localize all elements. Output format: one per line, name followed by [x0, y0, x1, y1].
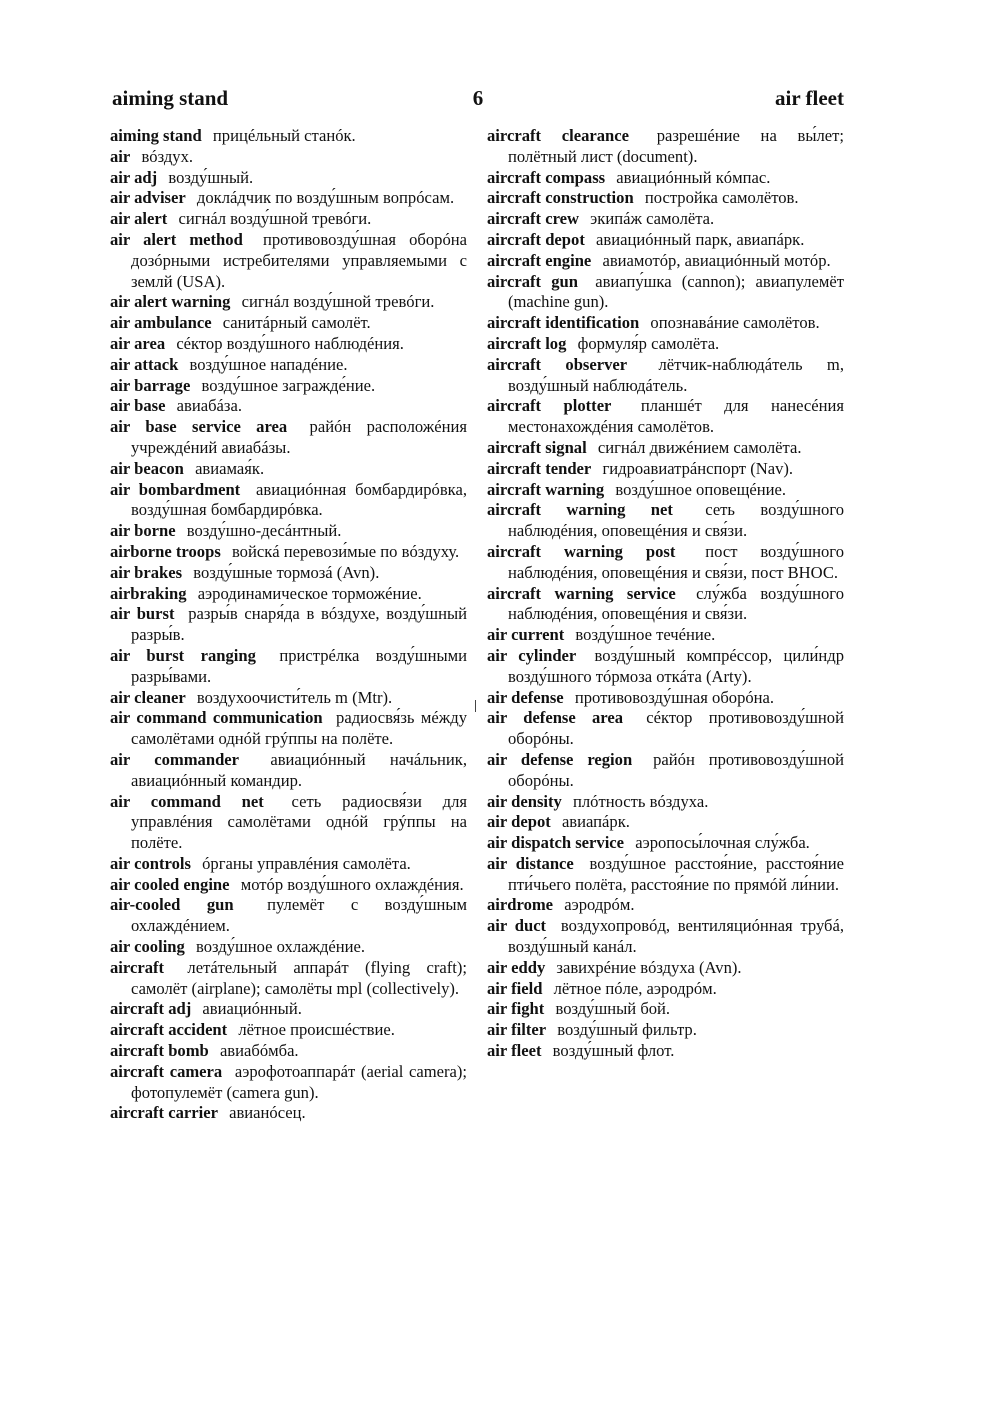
entry-translation: воздухопровóд, вентиляциóнная трубá, возду́шный канáл. [508, 916, 844, 957]
dictionary-entry [487, 334, 844, 355]
entry-translation: летáтельный аппарáт (flying craft); самолёт (airplane); самолёты mpl (collectively). [131, 957, 467, 998]
entry-headword: air alert [110, 209, 168, 229]
dictionary-entry [110, 1020, 467, 1041]
dictionary-entry [487, 355, 844, 397]
entry-translation: возду́шный. [168, 167, 254, 187]
entry-translation: аэродрóм. [564, 895, 635, 915]
dictionary-entry [110, 417, 467, 459]
entry-translation: óрганы управлéния самолёта. [202, 853, 411, 873]
entry-headword: aircraft warning net [487, 500, 673, 520]
dictionary-entry [110, 895, 467, 937]
dictionary-entry [110, 230, 467, 292]
page-number: 6 [472, 86, 484, 110]
entry-headword: air burst ranging [110, 645, 256, 665]
dictionary-entry [110, 396, 467, 417]
entry-translation: возду́шное охлаждéние. [195, 937, 366, 957]
entry-headword: aircraft crew [487, 209, 579, 229]
dictionary-entry [110, 168, 467, 189]
entry-headword: air density [487, 791, 562, 811]
dictionary-entry [110, 334, 467, 355]
entry-headword: air-cooled gun [110, 895, 234, 915]
dictionary-column-left [110, 126, 467, 1124]
page-header [112, 86, 844, 116]
dictionary-entry [487, 584, 844, 626]
entry-translation: опознавáние самолётов. [650, 313, 820, 333]
dictionary-entry [110, 313, 467, 334]
dictionary-entry [487, 625, 844, 646]
entry-translation: прицéльный станóк. [212, 126, 356, 145]
entry-headword: aircraft construction [487, 188, 634, 208]
running-head-last-entry: air fleet [775, 86, 844, 110]
entry-headword: air ambulance [110, 313, 212, 333]
dictionary-entry [487, 916, 844, 958]
entry-headword: aircraft camera [110, 1061, 223, 1081]
dictionary-entry [110, 750, 467, 792]
entry-translation: доклáдчик по возду́шным вопрóсам. [196, 188, 455, 208]
entry-translation: плóтность вóздуха. [573, 791, 709, 811]
entry-translation: пристрéлка возду́шными разры́вами. [131, 645, 467, 686]
entry-headword: air fight [487, 999, 545, 1019]
entry-headword: air [110, 146, 131, 166]
entry-translation: авиапу́шка (cannon); авиапулемёт (machine gun). [508, 271, 844, 312]
entry-translation: сéктор противовозду́шной оборóны. [508, 708, 844, 749]
dictionary-entry [110, 126, 467, 147]
entry-headword: airborne troops [110, 541, 221, 561]
entry-headword: air controls [110, 853, 191, 873]
entry-headword: air filter [487, 1020, 547, 1040]
entry-headword: air area [110, 333, 166, 353]
entry-translation: разры́в снаря́да в вóздухе, возду́шный разры́в. [131, 604, 467, 645]
entry-headword: aircraft accident [110, 1020, 228, 1040]
entry-translation: аэрофотоаппарáт (aerial camera); фотопулемёт (camera gun). [131, 1061, 467, 1102]
entry-headword: airbraking [110, 583, 187, 603]
entry-translation: лётное происшéствие. [238, 1020, 395, 1040]
dictionary-entry [110, 708, 467, 750]
entry-translation: разрешéние на вы́лет; полётный лист (document). [508, 126, 844, 166]
entry-headword: air cylinder [487, 645, 577, 665]
entry-translation: сигнáл движéнием самолёта. [597, 437, 802, 457]
entry-headword: aircraft warning post [487, 541, 676, 561]
entry-translation: райóн расположéния учреждéний авиабáзы. [131, 417, 467, 457]
entry-translation: возду́шный компрéссор, цили́ндр возду́шного тóрмоза откáта (Arty). [508, 645, 844, 686]
dictionary-column-right [487, 126, 844, 1062]
dictionary-entry [110, 792, 467, 854]
entry-translation: противовозду́шная оборóна. [574, 687, 775, 707]
dictionary-entry [487, 272, 844, 314]
entry-headword: aircraft carrier [110, 1103, 218, 1123]
entry-headword: air cooled engine [110, 874, 230, 894]
entry-headword: aircraft signal [487, 437, 587, 457]
dictionary-entry [487, 1041, 844, 1062]
entry-headword: air dispatch service [487, 833, 625, 853]
entry-translation: авиациóнный. [202, 999, 302, 1019]
entry-translation: аэродинамическое торможéние. [197, 583, 422, 603]
dictionary-entry [487, 396, 844, 438]
dictionary-entry [110, 958, 467, 1000]
dictionary-entry [487, 833, 844, 854]
entry-translation: авиабóмба. [219, 1041, 299, 1061]
entry-headword: air commander [110, 749, 240, 769]
dictionary-entry [487, 542, 844, 584]
entry-headword: aircraft log [487, 333, 567, 353]
entry-headword: air eddy [487, 957, 546, 977]
entry-translation: сигнáл возду́шной тревóги. [178, 209, 372, 229]
dictionary-entry [487, 979, 844, 1000]
entry-headword: air base [110, 396, 166, 416]
entry-translation: постройка самолётов. [644, 188, 799, 208]
dictionary-entry [487, 209, 844, 230]
dictionary-entry [110, 459, 467, 480]
dictionary-entry [487, 251, 844, 272]
entry-headword: air duct [487, 916, 547, 936]
dictionary-entry [110, 688, 467, 709]
entry-translation: сеть радиосвя́зи для управлéния самолётами однóй грýппы на полёте. [131, 791, 467, 853]
entry-headword: air defense [487, 687, 564, 707]
dictionary-entry [110, 1041, 467, 1062]
dictionary-entry [487, 750, 844, 792]
dictionary-entry [110, 1062, 467, 1104]
entry-translation: мотóр возду́шного охлаждéния. [240, 874, 464, 894]
entry-translation: авианóсец. [229, 1103, 306, 1123]
entry-translation: слу́жба возду́шного наблюдéния, оповещéния и свя́зи. [508, 583, 844, 624]
entry-headword: air attack [110, 354, 179, 374]
entry-headword: air barrage [110, 375, 191, 395]
entry-headword: aircraft bomb [110, 1041, 209, 1061]
entry-headword: air depot [487, 812, 551, 832]
entry-translation: возду́шный фильтр. [557, 1020, 697, 1040]
entry-headword: air defense region [487, 749, 633, 769]
entry-headword: air burst [110, 604, 175, 624]
entry-translation: вóздух. [141, 146, 194, 166]
column-divider-mark [475, 700, 476, 712]
entry-translation: планшéт для нанесéния местонахождéния самолётов. [508, 396, 845, 437]
dictionary-entry [110, 584, 467, 605]
entry-headword: air alert warning [110, 292, 231, 312]
entry-translation: авиапáрк. [561, 812, 630, 832]
entry-headword: air defense area [487, 708, 624, 728]
entry-translation: возду́шное нападéние. [189, 354, 348, 374]
entry-translation: авиамотóр, авиациóнный мотóр. [602, 250, 831, 270]
entry-headword: air command net [110, 791, 264, 811]
dictionary-entry [110, 521, 467, 542]
dictionary-entry [487, 646, 844, 688]
dictionary-entry [110, 355, 467, 376]
dictionary-entry [110, 480, 467, 522]
dictionary-entry [110, 209, 467, 230]
entry-translation: райóн противовозду́шной оборóны. [508, 749, 845, 790]
entry-translation: возду́шный флот. [552, 1041, 675, 1061]
entry-headword: air cooling [110, 937, 185, 957]
entry-headword: aircraft warning service [487, 583, 676, 603]
entry-translation: пулемёт с возду́шным охлаждéнием. [131, 895, 467, 936]
entry-headword: aiming stand [110, 126, 202, 145]
dictionary-entry [487, 999, 844, 1020]
dictionary-entry [110, 875, 467, 896]
entry-headword: aircraft clearance [487, 126, 630, 145]
dictionary-entry [487, 188, 844, 209]
entry-headword: aircraft depot [487, 229, 585, 249]
entry-translation: санитáрный самолёт. [222, 313, 371, 333]
entry-translation: авиациóнный парк, авиапáрк. [596, 229, 805, 249]
entry-headword: air command communication [110, 708, 323, 728]
entry-translation: возду́шные тормозá (Avn). [193, 562, 380, 582]
dictionary-entry [110, 854, 467, 875]
dictionary-entry [487, 230, 844, 251]
entry-translation: воздухоочисти́тель m (Mtr). [196, 687, 393, 707]
dictionary-entry [487, 854, 844, 896]
entry-translation: авиациóнный кóмпас. [616, 167, 771, 187]
entry-translation: противовозду́шная оборóна дозóрными истребителями управляемыми с землй (USA). [131, 229, 467, 291]
dictionary-entry [487, 313, 844, 334]
entry-translation: войскá перевози́мые по вóздуху. [231, 541, 460, 561]
running-head-first-entry: aiming stand [112, 86, 229, 110]
entry-headword: aircraft plotter [487, 396, 612, 416]
dictionary-entry [487, 500, 844, 542]
dictionary-entry [110, 999, 467, 1020]
entry-translation: возду́шное оповещéние. [615, 479, 787, 499]
entry-translation: формуля́р самолёта. [577, 333, 720, 353]
entry-headword: air field [487, 978, 543, 998]
entry-translation: лётное пóле, аэродрóм. [553, 978, 717, 998]
entry-translation: возду́шное расстоя́ние, расстоя́ние пти́чьего полёта, расстоя́ние по прямóй ли́нии. [508, 853, 844, 894]
dictionary-entry [487, 812, 844, 833]
entry-translation: лётчик-наблюдáтель m, возду́шный наблюдáтель. [508, 354, 844, 395]
entry-translation: радиосвя́зь мéжду самолётами однóй грýппы на полёте. [131, 708, 467, 749]
entry-headword: aircraft tender [487, 458, 592, 478]
entry-translation: сéктор возду́шного наблюдéния. [176, 333, 404, 353]
entry-headword: air base service area [110, 417, 288, 437]
entry-headword: air cleaner [110, 687, 186, 707]
dictionary-entry [487, 438, 844, 459]
dictionary-entry [110, 188, 467, 209]
entry-headword: airdrome [487, 895, 554, 915]
entry-headword: air distance [487, 853, 574, 873]
dictionary-entry [110, 937, 467, 958]
dictionary-entry [110, 376, 467, 397]
entry-headword: air adviser [110, 188, 186, 208]
entry-headword: aircraft adj [110, 999, 192, 1019]
dictionary-entry [487, 792, 844, 813]
dictionary-entry [487, 480, 844, 501]
dictionary-entry [110, 542, 467, 563]
dictionary-entry [487, 459, 844, 480]
entry-headword: aircraft [110, 957, 165, 977]
entry-translation: завихрéние вóздуха (Avn). [556, 957, 742, 977]
entry-translation: возду́шный бой. [555, 999, 671, 1019]
dictionary-entry [487, 708, 844, 750]
dictionary-entry [487, 958, 844, 979]
dictionary-entry [110, 147, 467, 168]
entry-translation: авиациóнная бомбардирóвка, возду́шная бомбардирóвка. [131, 479, 467, 520]
entry-translation: авиамая́к. [195, 458, 265, 478]
entry-translation: сигнáл возду́шной тревóги. [241, 292, 435, 312]
dictionary-entry [110, 563, 467, 584]
entry-headword: aircraft identification [487, 313, 640, 333]
entry-translation: авиациóнный начáльник, авиациóнный командир. [131, 749, 467, 790]
dictionary-entry [110, 1103, 467, 1124]
entry-translation: возду́шное загражде́ние. [201, 375, 376, 395]
dictionary-entry [110, 292, 467, 313]
entry-headword: aircraft engine [487, 250, 592, 270]
entry-headword: aircraft compass [487, 167, 606, 187]
dictionary-entry [110, 604, 467, 646]
entry-translation: пост возду́шного наблюдéния, оповещéния и свя́зи, пост ВНОС. [508, 541, 844, 582]
entry-translation: сеть возду́шного наблюдéния, оповещéния и свя́зи. [508, 500, 845, 541]
entry-headword: air borne [110, 521, 176, 541]
entry-headword: air alert method [110, 229, 243, 249]
dictionary-entry [487, 126, 844, 168]
entry-translation: экипáж самолёта. [590, 209, 715, 229]
dictionary-entry [487, 168, 844, 189]
dictionary-entry [110, 646, 467, 688]
dictionary-entry [487, 895, 844, 916]
entry-headword: air adj [110, 167, 158, 187]
entry-headword: aircraft observer [487, 354, 628, 374]
entry-translation: аэропосы́лочная слу́жба. [635, 833, 810, 853]
entry-headword: air beacon [110, 458, 184, 478]
entry-translation: возду́шно-десáнтный. [186, 521, 342, 541]
entry-translation: авиабáза. [176, 396, 242, 416]
entry-headword: air fleet [487, 1041, 542, 1061]
dictionary-entry [487, 688, 844, 709]
entry-headword: air bombardment [110, 479, 241, 499]
entry-headword: aircraft gun [487, 271, 579, 291]
entry-translation: гидроавиатрáнспорт (Nav). [602, 458, 794, 478]
entry-translation: возду́шное течéние. [575, 625, 716, 645]
entry-headword: air current [487, 625, 565, 645]
entry-headword: air brakes [110, 562, 183, 582]
entry-headword: aircraft warning [487, 479, 605, 499]
dictionary-entry [487, 1020, 844, 1041]
